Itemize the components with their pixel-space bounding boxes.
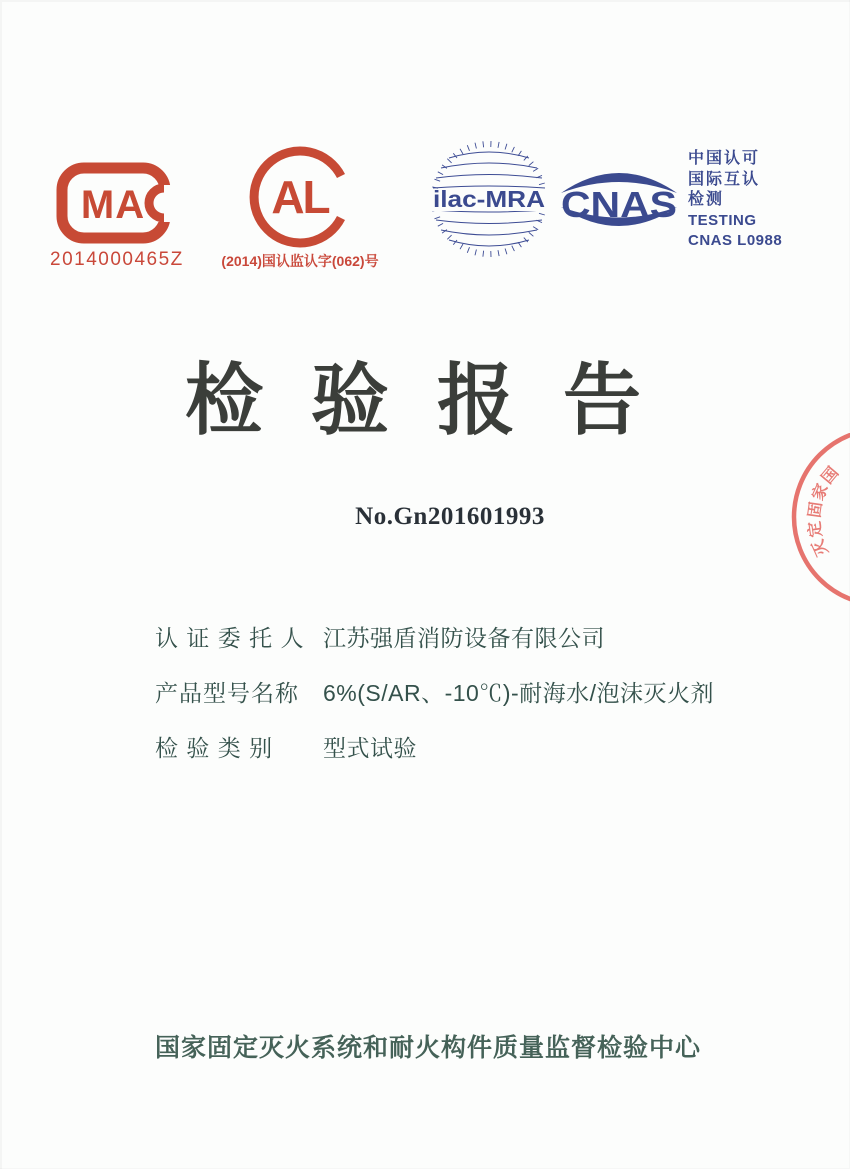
cnas-caption-line: 检测 (688, 191, 725, 208)
cma-certificate-number: 2014000465Z (50, 249, 184, 270)
field-label: 产品型号名称 (155, 680, 299, 706)
cnas-logo-icon (556, 151, 682, 247)
cnas-caption-line: 中国认可 (688, 150, 761, 167)
cma-letters: MA (80, 183, 146, 227)
stamp-character: 灭 (809, 536, 832, 559)
issuing-institution: 国家固定灭火系统和耐火构件质量监督检验中心 (154, 1034, 701, 1062)
stamp-character: 国 (818, 464, 843, 488)
field-value: 江苏强盾消防设备有限公司 (323, 625, 605, 651)
field-row-applicant (155, 620, 795, 653)
stamp-character: 固 (806, 500, 826, 519)
page-title: 检验报告 (184, 356, 689, 444)
field-value: 型式试验 (323, 735, 417, 761)
field-label: 检 验 类 别 (155, 735, 274, 761)
field-label: 认 证 委 托 人 (155, 625, 305, 651)
field-row-test-category (155, 730, 795, 763)
cnas-letters: CNAS (561, 184, 677, 225)
ilac-mra-letters: ilac-MRA (433, 186, 545, 212)
stamp-character: 家 (809, 481, 832, 504)
field-row-product-model (155, 675, 795, 708)
stamp-character: 定 (806, 520, 826, 539)
report-number: No.Gn201601993 (355, 503, 545, 530)
al-logo-icon (244, 146, 356, 248)
al-letters: AL (271, 171, 329, 223)
cma-logo-icon (54, 160, 174, 246)
cnas-caption-line: 国际互认 (688, 170, 761, 188)
cnas-caption-line: TESTING (688, 211, 757, 229)
al-caption: (2014)国认监认字(062)号 (221, 253, 379, 269)
ilac-mra-logo-icon (428, 138, 550, 260)
cnas-caption-line: CNAS L0988 (688, 232, 783, 249)
field-value: 6%(S/AR、-10℃)-耐海水/泡沫灭火剂 (323, 680, 715, 706)
cnas-caption (688, 149, 782, 252)
